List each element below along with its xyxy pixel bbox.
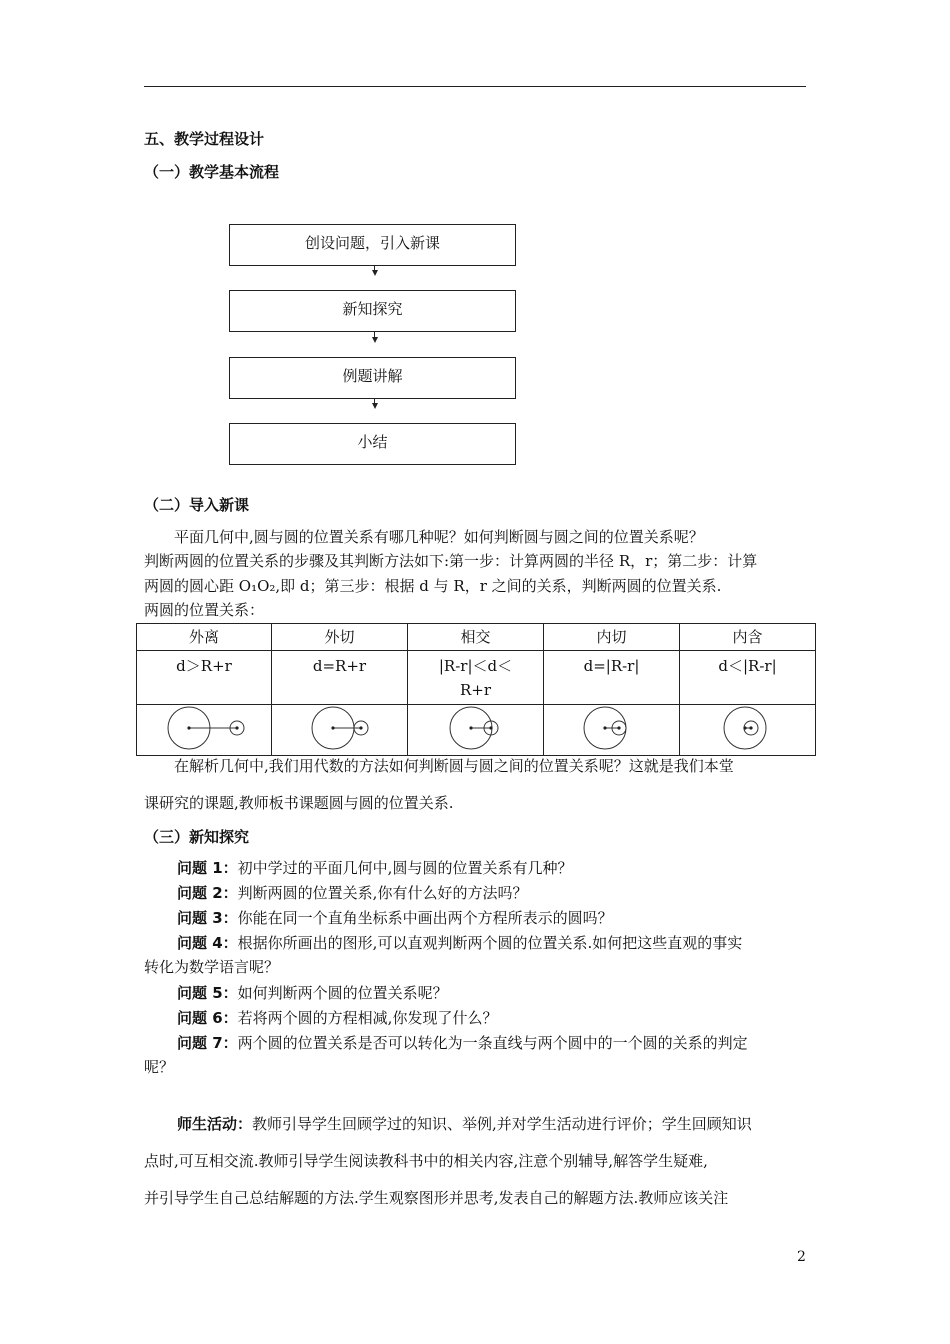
flow-step-1: 创设问题，引入新课	[229, 224, 516, 266]
flow-arrow-icon	[372, 403, 378, 409]
internal-tangent-figure	[544, 705, 680, 756]
separate-circles-figure	[137, 705, 272, 756]
question-3	[144, 907, 806, 930]
relation-name: 内含	[680, 624, 816, 651]
activity-line-2: 点时,可互相交流.教师引导学生阅读教科书中的相关内容,注意个别辅导,解答学生疑难,	[144, 1152, 708, 1170]
activity-text: 教师引导学生回顾学过的知识、举例,并对学生活动进行评价；学生回顾知识	[252, 1115, 752, 1133]
intro-paragraph-2-line-2: 两圆的圆心距 O₁O₂,即 d；第三步：根据 d 与 R，r 之间的关系，判断两圆的位置关系.	[144, 577, 722, 595]
question-6	[144, 1007, 806, 1030]
question-5	[144, 982, 806, 1005]
intro-heading: （二）导入新课	[144, 496, 250, 514]
external-tangent-figure	[272, 705, 408, 756]
intro-paragraph-2-line-1: 判断两圆的位置关系的步骤及其判断方法如下:第一步：计算两圆的半径 R，r；第二步：计算	[144, 552, 758, 570]
question-label: 问题 5：	[177, 984, 238, 1002]
question-2	[144, 882, 806, 905]
intro-paragraph-1: 平面几何中,圆与圆的位置关系有哪几种呢？如何判断圆与圆之间的位置关系呢？	[174, 528, 704, 546]
page-number: 2	[797, 1249, 806, 1265]
flow-arrow-icon	[372, 270, 378, 276]
relation-name: 相交	[408, 624, 544, 651]
question-text: 判断两圆的位置关系,你有什么好的方法吗？	[237, 884, 528, 902]
header-rule	[144, 86, 806, 87]
explore-heading: （三）新知探究	[144, 828, 250, 846]
question-label: 问题 3：	[177, 909, 238, 927]
question-7-continued: 呢？	[144, 1058, 175, 1076]
relation-condition: d=R+r	[272, 651, 408, 705]
intro-paragraph-3-line-2: 课研究的课题,教师板书课题圆与圆的位置关系.	[144, 794, 454, 812]
flow-arrow-icon	[372, 337, 378, 343]
relation-condition: d＜|R-r|	[680, 651, 816, 705]
activity-line-3: 并引导学生自己总结解题的方法.学生观察图形并思考,发表自己的解题方法.教师应该关注	[144, 1189, 729, 1207]
relation-name: 外切	[272, 624, 408, 651]
flow-step-3: 例题讲解	[229, 357, 516, 399]
question-text: 两个圆的位置关系是否可以转化为一条直线与两个圆中的一个圆的关系的判定	[237, 1034, 748, 1052]
relation-name: 内切	[544, 624, 680, 651]
flow-step-4: 小结	[229, 423, 516, 465]
relation-condition: |R-r|＜d＜R+r	[408, 651, 544, 705]
question-label: 问题 4：	[177, 934, 238, 952]
section-title: 五、教学过程设计	[144, 130, 265, 148]
question-4-continued: 转化为数学语言呢？	[144, 958, 280, 976]
flow-step-2: 新知探究	[229, 290, 516, 332]
flow-heading: （一）教学基本流程	[144, 163, 280, 181]
question-label: 问题 7：	[177, 1034, 238, 1052]
question-text: 根据你所画出的图形,可以直观判断两个圆的位置关系.如何把这些直观的事实	[237, 934, 743, 952]
question-label: 问题 2：	[177, 884, 238, 902]
question-4	[144, 932, 806, 955]
question-label: 问题 1：	[177, 859, 238, 877]
intersecting-circles-figure	[408, 705, 544, 756]
question-7	[144, 1032, 806, 1055]
intro-paragraph-3-line-1: 在解析几何中,我们用代数的方法如何判断圆与圆之间的位置关系呢？这就是我们本堂	[174, 757, 734, 775]
relation-condition: d=|R-r|	[544, 651, 680, 705]
relation-condition: d＞R+r	[137, 651, 272, 705]
question-label: 问题 6：	[177, 1009, 238, 1027]
contained-circles-figure	[680, 705, 816, 756]
question-text: 你能在同一个直角坐标系中画出两个方程所表示的圆吗？	[237, 909, 613, 927]
question-1	[144, 857, 806, 880]
question-text: 初中学过的平面几何中,圆与圆的位置关系有几种？	[237, 859, 573, 877]
relation-name: 外离	[137, 624, 272, 651]
question-text: 若将两个圆的方程相减,你发现了什么？	[237, 1009, 498, 1027]
relations-table	[136, 623, 816, 756]
activity-line-1	[144, 1113, 806, 1136]
question-text: 如何判断两个圆的位置关系呢？	[237, 984, 448, 1002]
activity-label: 师生活动：	[177, 1115, 253, 1133]
relation-label: 两圆的位置关系：	[144, 601, 265, 619]
